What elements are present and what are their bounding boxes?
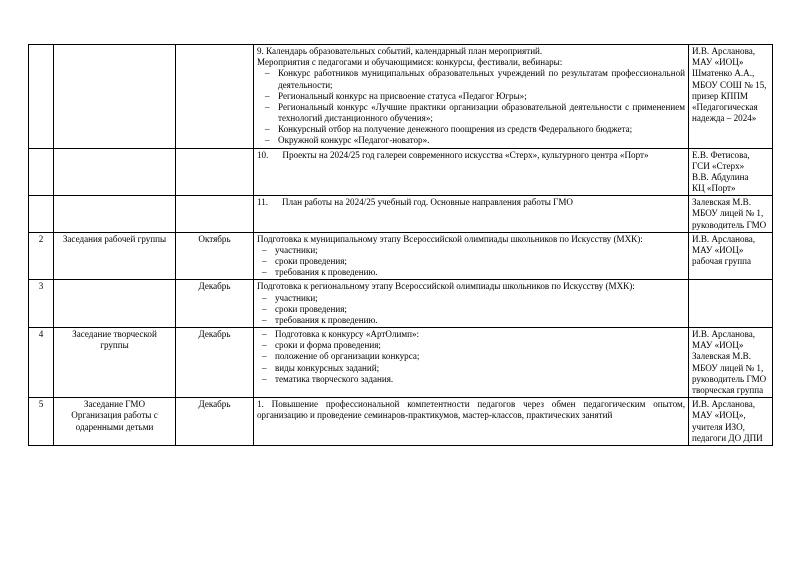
table-row bbox=[29, 398, 773, 446]
cell-content bbox=[254, 328, 689, 398]
list-item: – Региональный конкурс на присвоение статуса «Педагог Югры»; bbox=[257, 91, 685, 102]
list-item: – Конкурсный отбор на получение денежного поощрения из средств Федерального бюджета; bbox=[257, 124, 685, 135]
responsible-line: МАУ «ИОЦ» bbox=[692, 57, 744, 68]
item-number: 9. bbox=[257, 46, 264, 56]
list-item: – Подготовка к конкурсу «АртОлимп»: bbox=[257, 329, 685, 340]
list-item: – Конкурс работников муниципальных образовательных учреждений по результатам профессиональной деятельности; bbox=[257, 68, 685, 90]
responsible-line: МБОУ СОШ № 15, bbox=[692, 79, 767, 90]
cell-topic bbox=[54, 45, 176, 149]
responsible-line: МБОУ лицей № 1, bbox=[692, 362, 764, 373]
responsible-line: МБОУ лицей № 1, bbox=[692, 208, 764, 219]
responsible-line: МАУ «ИОЦ» bbox=[692, 244, 744, 255]
list-item: – требования к проведению. bbox=[257, 267, 685, 278]
list-item: – сроки проведения; bbox=[257, 304, 685, 315]
content-numbered-item bbox=[257, 150, 685, 161]
cell-responsible bbox=[689, 45, 773, 149]
list-item: – положение об организации конкурса; bbox=[257, 351, 685, 362]
list-item: – Окружной конкурс «Педагог-новатор». bbox=[257, 135, 685, 146]
cell-topic bbox=[54, 148, 176, 196]
responsible-line: И.В. Арсланова, bbox=[692, 233, 756, 244]
cell-date bbox=[176, 45, 254, 149]
cell-topic bbox=[54, 196, 176, 233]
cell-responsible bbox=[689, 328, 773, 398]
cell-date bbox=[176, 196, 254, 233]
responsible-line: призер КППМ bbox=[692, 90, 749, 101]
content-paragraph: Подготовка к муниципальному этапу Всероссийской олимпиады школьников по Искусству (МХК): bbox=[257, 233, 643, 244]
cell-content bbox=[254, 280, 689, 328]
cell-responsible bbox=[689, 232, 773, 280]
cell-responsible bbox=[689, 196, 773, 233]
list-item: – сроки и форма проведения; bbox=[257, 340, 685, 351]
list-item: – виды конкурсных заданий; bbox=[257, 363, 685, 374]
item-text: Календарь образовательных событий, календарный план мероприятий. bbox=[266, 46, 543, 56]
cell-content bbox=[254, 45, 689, 149]
cell-content bbox=[254, 398, 689, 446]
responsible-line: надежда – 2024» bbox=[692, 113, 757, 124]
responsible-line: «Педагогическая bbox=[692, 101, 758, 112]
cell-number: 2 bbox=[29, 232, 54, 280]
cell-topic bbox=[54, 398, 176, 446]
cell-date: Октябрь bbox=[176, 232, 254, 280]
responsible-line: Е.В. Фетисова, bbox=[692, 149, 750, 160]
cell-content bbox=[254, 232, 689, 280]
responsible-line: И.В. Арсланова, bbox=[692, 399, 756, 410]
table-row bbox=[29, 328, 773, 398]
item-number: 10. bbox=[257, 149, 269, 160]
cell-content bbox=[254, 196, 689, 233]
item-text: Повышение профессиональной компетентности педагогов через обмен педагогическим опытом, организацию и проведение семинаров-практикумов, мастер-классов, практических занятий bbox=[257, 399, 686, 421]
content-numbered-item bbox=[257, 197, 685, 208]
responsible-line: И.В. Арсланова, bbox=[692, 46, 756, 56]
cell-date bbox=[176, 148, 254, 196]
content-numbered-item bbox=[257, 46, 685, 57]
topic-line: одаренными детьми bbox=[75, 421, 154, 432]
content-numbered-item bbox=[257, 399, 685, 421]
cell-number: 3 bbox=[29, 280, 54, 328]
content-paragraph: Мероприятия с педагогами и обучающимися: конкурсы, фестивали, вебинары: bbox=[257, 57, 563, 68]
table-row bbox=[29, 232, 773, 280]
responsible-line: В.В. Абдулина bbox=[692, 171, 749, 182]
list-item: – Региональный конкурс «Лучшие практики организации образовательной деятельности с применением технологий дистанционного обучения»; bbox=[257, 102, 685, 124]
list-item: – сроки проведения; bbox=[257, 256, 685, 267]
table-row bbox=[29, 280, 773, 328]
responsible-line: ГСИ «Стерх» bbox=[692, 160, 745, 171]
cell-topic bbox=[54, 280, 176, 328]
table-row bbox=[29, 45, 773, 149]
item-number: 1. bbox=[257, 399, 264, 410]
topic-line: Организация работы с bbox=[71, 410, 158, 421]
plan-table-body bbox=[29, 45, 773, 446]
responsible-line: МАУ «ИОЦ», bbox=[692, 410, 746, 421]
responsible-line: учителя ИЗО, bbox=[692, 421, 745, 432]
list-item: – участники; bbox=[257, 245, 685, 256]
responsible-line: творческая группа bbox=[692, 384, 764, 395]
cell-topic: Заседание творческой группы bbox=[54, 328, 176, 398]
content-dash-list bbox=[257, 68, 685, 146]
cell-number bbox=[29, 45, 54, 149]
table-row bbox=[29, 148, 773, 196]
responsible-line: Шматенко А.А., bbox=[692, 68, 755, 79]
cell-date: Декабрь bbox=[176, 398, 254, 446]
responsible-line: руководитель ГМО bbox=[692, 373, 767, 384]
responsible-line: педагоги ДО ДПИ bbox=[692, 432, 763, 443]
responsible-line: И.В. Арсланова, bbox=[692, 329, 756, 340]
plan-table bbox=[28, 44, 773, 446]
cell-number: 5 bbox=[29, 398, 54, 446]
item-text: Проекты на 2024/25 год галереи современного искусства «Стерх», культурного центра «Порт» bbox=[282, 149, 649, 160]
responsible-line: МАУ «ИОЦ» bbox=[692, 340, 744, 351]
responsible-line: руководитель ГМО bbox=[692, 219, 767, 230]
responsible-line: рабочая группа bbox=[692, 256, 752, 267]
list-item: – участники; bbox=[257, 293, 685, 304]
table-row bbox=[29, 196, 773, 233]
cell-responsible bbox=[689, 148, 773, 196]
responsible-line: КЦ «Порт» bbox=[692, 183, 736, 194]
list-item: – требования к проведению. bbox=[257, 315, 685, 326]
cell-date: Декабрь bbox=[176, 328, 254, 398]
topic-line: Заседание ГМО bbox=[83, 399, 146, 410]
cell-responsible bbox=[689, 280, 773, 328]
cell-responsible bbox=[689, 398, 773, 446]
cell-content bbox=[254, 148, 689, 196]
cell-number bbox=[29, 196, 54, 233]
content-dash-list bbox=[257, 293, 685, 327]
cell-topic: Заседания рабочей группы bbox=[54, 232, 176, 280]
content-dash-list bbox=[257, 245, 685, 279]
item-number: 11. bbox=[257, 197, 269, 208]
content-dash-list bbox=[257, 329, 685, 385]
item-text: План работы на 2024/25 учебный год. Основные направления работы ГМО bbox=[282, 197, 573, 208]
content-paragraph: Подготовка к региональному этапу Всероссийской олимпиады школьников по Искусству (МХК): bbox=[257, 281, 635, 292]
responsible-line: Залевская М.В. bbox=[692, 351, 751, 362]
cell-date: Декабрь bbox=[176, 280, 254, 328]
responsible-line: Залевская М.В. bbox=[692, 197, 751, 208]
list-item: – тематика творческого задания. bbox=[257, 374, 685, 385]
cell-number bbox=[29, 148, 54, 196]
cell-number: 4 bbox=[29, 328, 54, 398]
